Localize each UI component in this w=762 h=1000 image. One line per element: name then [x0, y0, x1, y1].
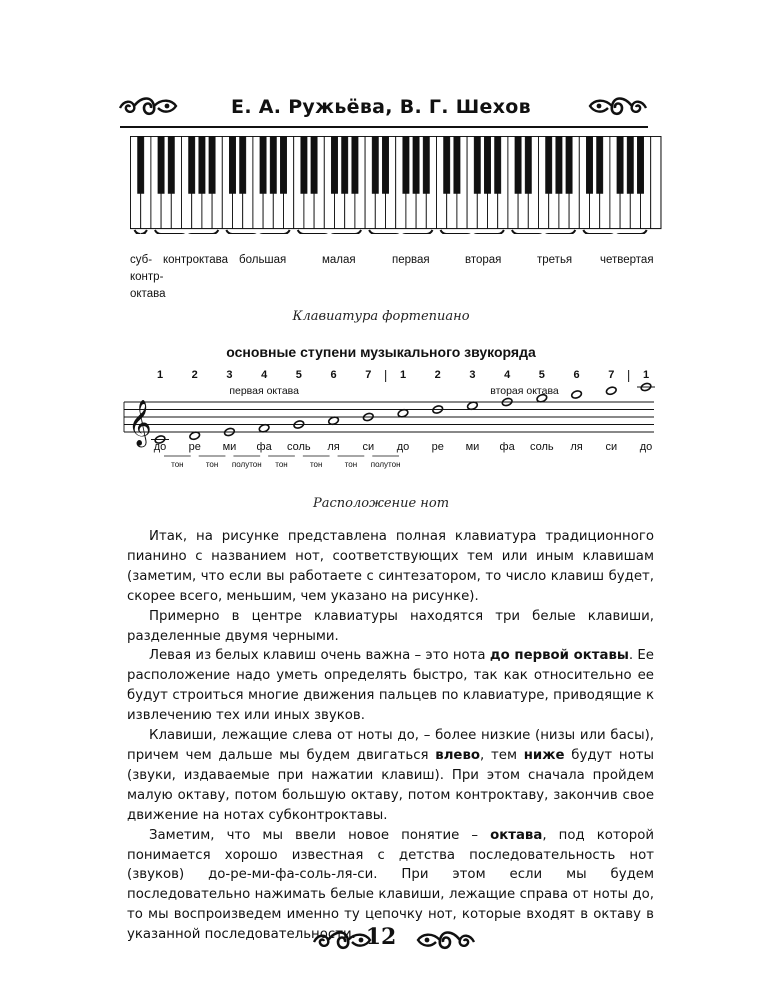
paragraph-4-bold-left: влево [435, 747, 481, 763]
note-name: до [153, 441, 167, 453]
paragraph-5-text-c: , под которой понимается хорошо известная с детства последовательность нот (звуков) до-ре-ми-фа-соль-ля-си. При этом если мы будем последовательно нажимать белые клавиши, лежащие справа от ноты до, то мы воспроизведем именно ту цепочку нот, которые входят в октаву в указанной последовательности. [127, 827, 654, 943]
paragraph-5-bold: октава [490, 827, 543, 843]
scale-degree: 2 [434, 369, 441, 381]
black-key [229, 137, 235, 194]
paragraph-4 [127, 726, 654, 826]
note-name: фа [499, 441, 515, 453]
octave-brace [155, 230, 218, 234]
notes-caption: Расположение нот [312, 496, 450, 511]
black-key [495, 137, 501, 194]
scale-degree: 3 [226, 369, 233, 381]
black-key [168, 137, 174, 194]
paragraph-4-text-a: Клавиши, лежащие слева от ноты до, – более низкие (низы или басы), причем чем дальше мы будем двигаться [127, 728, 654, 763]
scale-degree: 7 [608, 369, 615, 381]
octave-brace [441, 230, 504, 234]
black-key [158, 137, 164, 194]
note-name: си [362, 441, 375, 453]
paragraph-1-text: Итак, на рисунке представлена полная клавиатура традиционного пианино с названием нот, соответствующих тем или иным клавишам (заметим, что если вы работаете с синтезатором, то число клавиш будет, скорее всего, меньшим, чем указано на рисунке). [127, 529, 654, 604]
octave-brace [583, 230, 646, 234]
note-name: ми [465, 441, 480, 453]
page-header-title: Е. А. Ружьёва, В. Г. Шехов [231, 96, 531, 118]
page-number: 12 [365, 924, 397, 950]
octave-brace [135, 230, 147, 234]
octave-label-pervaya: первая [392, 254, 430, 266]
black-key [331, 137, 337, 194]
black-key [546, 137, 552, 194]
octave-brace [369, 230, 432, 234]
octave-brace [298, 230, 361, 234]
paragraph-3-text-c: . Ее расположение надо уметь определять быстро, так как относительно ее будут строиться многие движения пальцев по клавиатуре, приводящие к извлечению тех или иных звуков. [127, 648, 654, 724]
scale-degree: 5 [538, 369, 545, 381]
notes-diagram-title: основные ступени музыкального звукоряда [226, 344, 536, 360]
black-key [586, 137, 592, 194]
note-name: ми [222, 441, 237, 453]
octave-label-chetvertaya: четвертая [600, 254, 654, 266]
keyboard-caption: Клавиатура фортепиано [292, 309, 470, 324]
black-key [413, 137, 419, 194]
scale-degree: 3 [469, 369, 476, 381]
octave-first-label: первая октава [229, 385, 299, 397]
note-head [605, 386, 617, 396]
scale-degree: 5 [295, 369, 302, 381]
note-name: ля [570, 441, 583, 453]
octave-label-vtoraya: вторая [465, 254, 502, 266]
paragraph-2 [127, 607, 654, 647]
paragraph-1 [127, 527, 654, 607]
black-key [280, 137, 286, 194]
octave-label-tretya: третья [537, 254, 573, 266]
notes-diagram [118, 366, 662, 476]
black-key [423, 137, 429, 194]
black-key [454, 137, 460, 194]
black-key [260, 137, 266, 194]
black-key [515, 137, 521, 194]
note-name: до [639, 441, 653, 453]
octave-label-kontroktava: контроктава [163, 254, 229, 266]
black-key [566, 137, 572, 194]
note-name: соль [287, 441, 311, 453]
scale-degree: 1 [399, 369, 407, 381]
interval-label: полутон [370, 460, 401, 469]
scale-degree: 1 [156, 369, 164, 381]
black-key [617, 137, 623, 194]
scale-degree: 2 [191, 369, 198, 381]
piano-keyboard [130, 136, 664, 234]
black-key [444, 137, 450, 194]
black-key [382, 137, 388, 194]
black-key [484, 137, 490, 194]
body-text [127, 527, 654, 945]
scale-degree: 4 [504, 369, 511, 381]
octave-label-malaya: малая [322, 254, 356, 266]
note-name: до [396, 441, 410, 453]
black-key [240, 137, 246, 194]
paragraph-3-text-a: Левая из белых клавиш очень важна – это нота [149, 648, 490, 664]
paragraph-4-text-e: будут ноты (звуки, издаваемые при нажатии клавиш). При этом сначала пройдем малую октаву, потом большую октаву, потом контроктаву, закончив свое движение на нотах субконтроктавы. [127, 747, 655, 823]
treble-clef-icon: 𝄞 [128, 400, 152, 446]
black-key [403, 137, 409, 194]
scale-degree: 6 [330, 369, 337, 381]
octave-label-kontr: контр- [130, 271, 164, 283]
octave-brace [226, 230, 289, 234]
interval-label: тон [171, 460, 184, 469]
black-key [209, 137, 215, 194]
black-key [189, 137, 195, 194]
black-key [627, 137, 633, 194]
black-key [474, 137, 480, 194]
paragraph-4-bold-lower: ниже [523, 747, 565, 763]
white-key [651, 137, 661, 229]
octave-second-label: вторая октава [490, 385, 559, 397]
note-name: ре [431, 441, 444, 453]
paragraph-3 [127, 646, 654, 726]
black-key [301, 137, 307, 194]
octave-label-bolshaya: большая [239, 254, 287, 266]
scale-degree: 7 [365, 369, 372, 381]
note-name: соль [530, 441, 554, 453]
octave-brace [512, 230, 575, 234]
black-key [525, 137, 531, 194]
black-key [270, 137, 276, 194]
black-key [138, 137, 144, 194]
black-key [352, 137, 358, 194]
paragraph-3-bold: до первой октавы [489, 648, 629, 664]
header-rule [120, 126, 648, 128]
black-key [342, 137, 348, 194]
header-ornament-right-icon [586, 94, 648, 118]
scale-degree: 4 [261, 369, 268, 381]
black-key [597, 137, 603, 194]
note-name: ля [327, 441, 340, 453]
black-key [637, 137, 643, 194]
paragraph-2-text: Примерно в центре клавиатуры находятся три белые клавиши, разделенные двумя черными. [127, 608, 654, 644]
note-name: си [605, 441, 618, 453]
note-name: ре [188, 441, 201, 453]
interval-label: тон [344, 460, 358, 469]
black-key [372, 137, 378, 194]
black-key [556, 137, 562, 194]
black-key [199, 137, 205, 194]
octave-label-sub: суб- [130, 254, 153, 266]
paragraph-4-text-c: , тем [480, 747, 524, 763]
scale-degree: 6 [573, 369, 580, 381]
interval-label: тон [205, 460, 219, 469]
note-head [571, 390, 583, 400]
interval-label: полутон [231, 460, 262, 469]
black-key [311, 137, 317, 194]
footer-ornament-right-icon [414, 928, 476, 952]
interval-label: тон [309, 460, 323, 469]
paragraph-5-text-a: Заметим, что мы ввели новое понятие – [149, 827, 491, 843]
scale-degree: 1 [642, 369, 650, 381]
octave-label-oktava: октава [130, 288, 166, 300]
note-name: фа [256, 441, 272, 453]
interval-label: тон [275, 460, 288, 469]
